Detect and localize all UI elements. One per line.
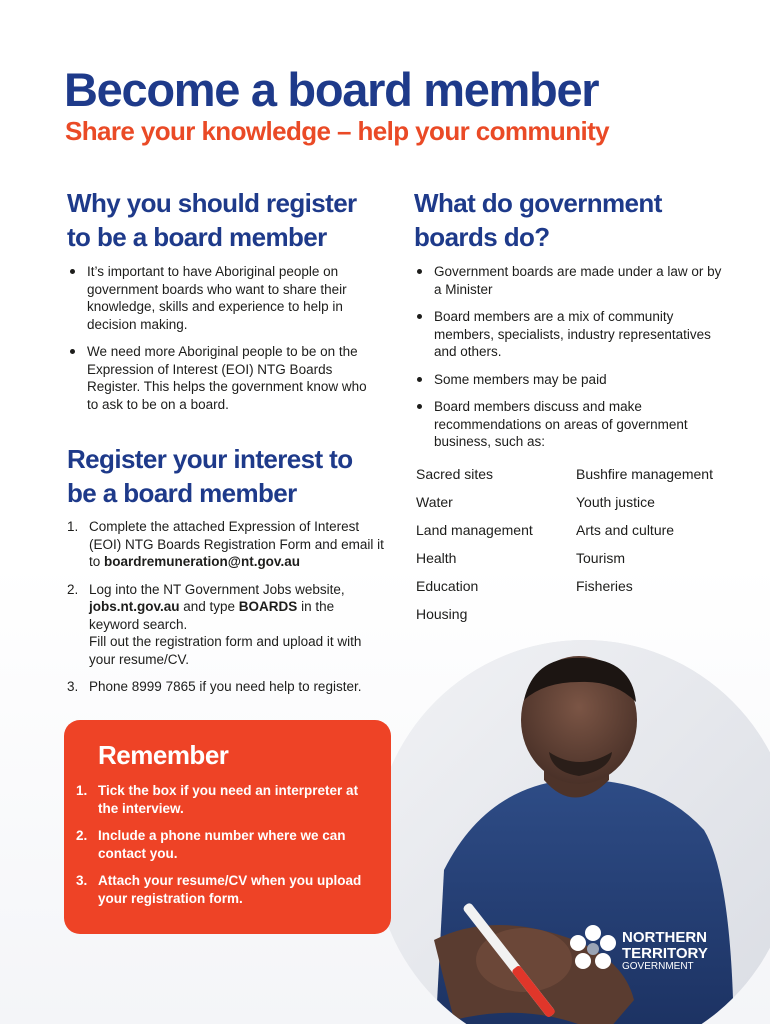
keyword-text: BOARDS <box>238 599 298 614</box>
step-text: and type <box>179 599 239 614</box>
register-heading-line1: Register your interest to <box>67 444 353 474</box>
step-text: Log into the NT Government Jobs website, <box>89 581 345 597</box>
page-subtitle: Share your knowledge – help your community <box>65 116 610 146</box>
what-bullet: Board members are a mix of community members, specialists, industry representatives and others. <box>414 308 730 361</box>
what-bullet-list <box>414 263 730 451</box>
step-text: Phone 8999 7865 if you need help to register. <box>89 679 362 694</box>
what-bullet: Government boards are made under a law or by a Minister <box>414 263 730 298</box>
what-bullet: Board members discuss and make recommendations on areas of government business, such as: <box>414 398 730 451</box>
page-title: Become a board member <box>64 63 599 116</box>
register-step <box>67 518 385 571</box>
item-text: Include a phone number where we can contact you. <box>98 828 346 861</box>
why-heading-line2: to be a board member <box>67 222 327 252</box>
register-heading <box>67 442 353 510</box>
step-number: 1. <box>67 519 79 534</box>
register-step <box>67 678 385 696</box>
topic-item: Sacred sites <box>416 466 494 482</box>
remember-item <box>76 782 376 817</box>
step-text: Complete the attached Expression of Interest (EOI) NTG Boards Registration Form and email it to <box>89 519 384 569</box>
website-link[interactable]: jobs.nt.gov.au <box>89 599 180 614</box>
why-bullet-list <box>67 263 377 413</box>
what-heading-line1: What do government <box>414 188 662 218</box>
item-number: 1. <box>76 783 88 798</box>
why-bullet: We need more Aboriginal people to be on the Expression of Interest (EOI) NTG Boards Register. This helps the government know who to ask to be on a board. <box>67 343 377 413</box>
why-heading-line1: Why you should register <box>67 188 357 218</box>
step-number: 3. <box>67 679 79 694</box>
register-step <box>67 581 385 669</box>
flower-logo-icon <box>568 924 618 974</box>
why-heading <box>67 186 357 254</box>
topic-item: Land management <box>416 522 533 538</box>
remember-list <box>76 782 376 917</box>
remember-item <box>76 827 376 862</box>
item-number: 3. <box>76 873 88 888</box>
register-heading-line2: be a board member <box>67 478 297 508</box>
email-address[interactable]: boardremuneration@nt.gov.au <box>104 554 300 569</box>
remember-box <box>64 720 391 934</box>
topic-item: Tourism <box>576 550 626 566</box>
step-number: 2. <box>67 581 79 597</box>
item-number: 2. <box>76 828 88 843</box>
topic-item: Education <box>416 578 479 594</box>
logo-line1: NORTHERN <box>622 929 707 946</box>
step-text: Fill out the registration form and upload it with your resume/CV. <box>89 634 362 667</box>
what-heading-line2: boards do? <box>414 222 550 252</box>
topic-item: Arts and culture <box>576 522 675 538</box>
item-text: Tick the box if you need an interpreter at the interview. <box>98 783 359 816</box>
nt-government-logo <box>568 924 718 974</box>
topic-item: Health <box>416 550 457 566</box>
step-text: in the keyword search. <box>89 599 335 632</box>
remember-heading: Remember <box>98 740 229 770</box>
what-bullet: Some members may be paid <box>414 371 730 389</box>
remember-item <box>76 872 376 907</box>
logo-line2: TERRITORY <box>622 945 708 962</box>
logo-line3: GOVERNMENT <box>622 961 694 972</box>
register-steps <box>67 518 385 696</box>
topic-item: Youth justice <box>576 494 655 510</box>
what-heading <box>414 186 662 254</box>
why-bullet: It’s important to have Aboriginal people on government boards who want to share their knowledge, skills and experience to help in decision making. <box>67 263 377 333</box>
topic-item: Water <box>416 494 453 510</box>
topic-item: Fisheries <box>576 578 633 594</box>
topic-item: Housing <box>416 606 468 622</box>
item-text: Attach your resume/CV when you upload your registration form. <box>98 873 362 906</box>
topic-item: Bushfire management <box>576 466 713 482</box>
